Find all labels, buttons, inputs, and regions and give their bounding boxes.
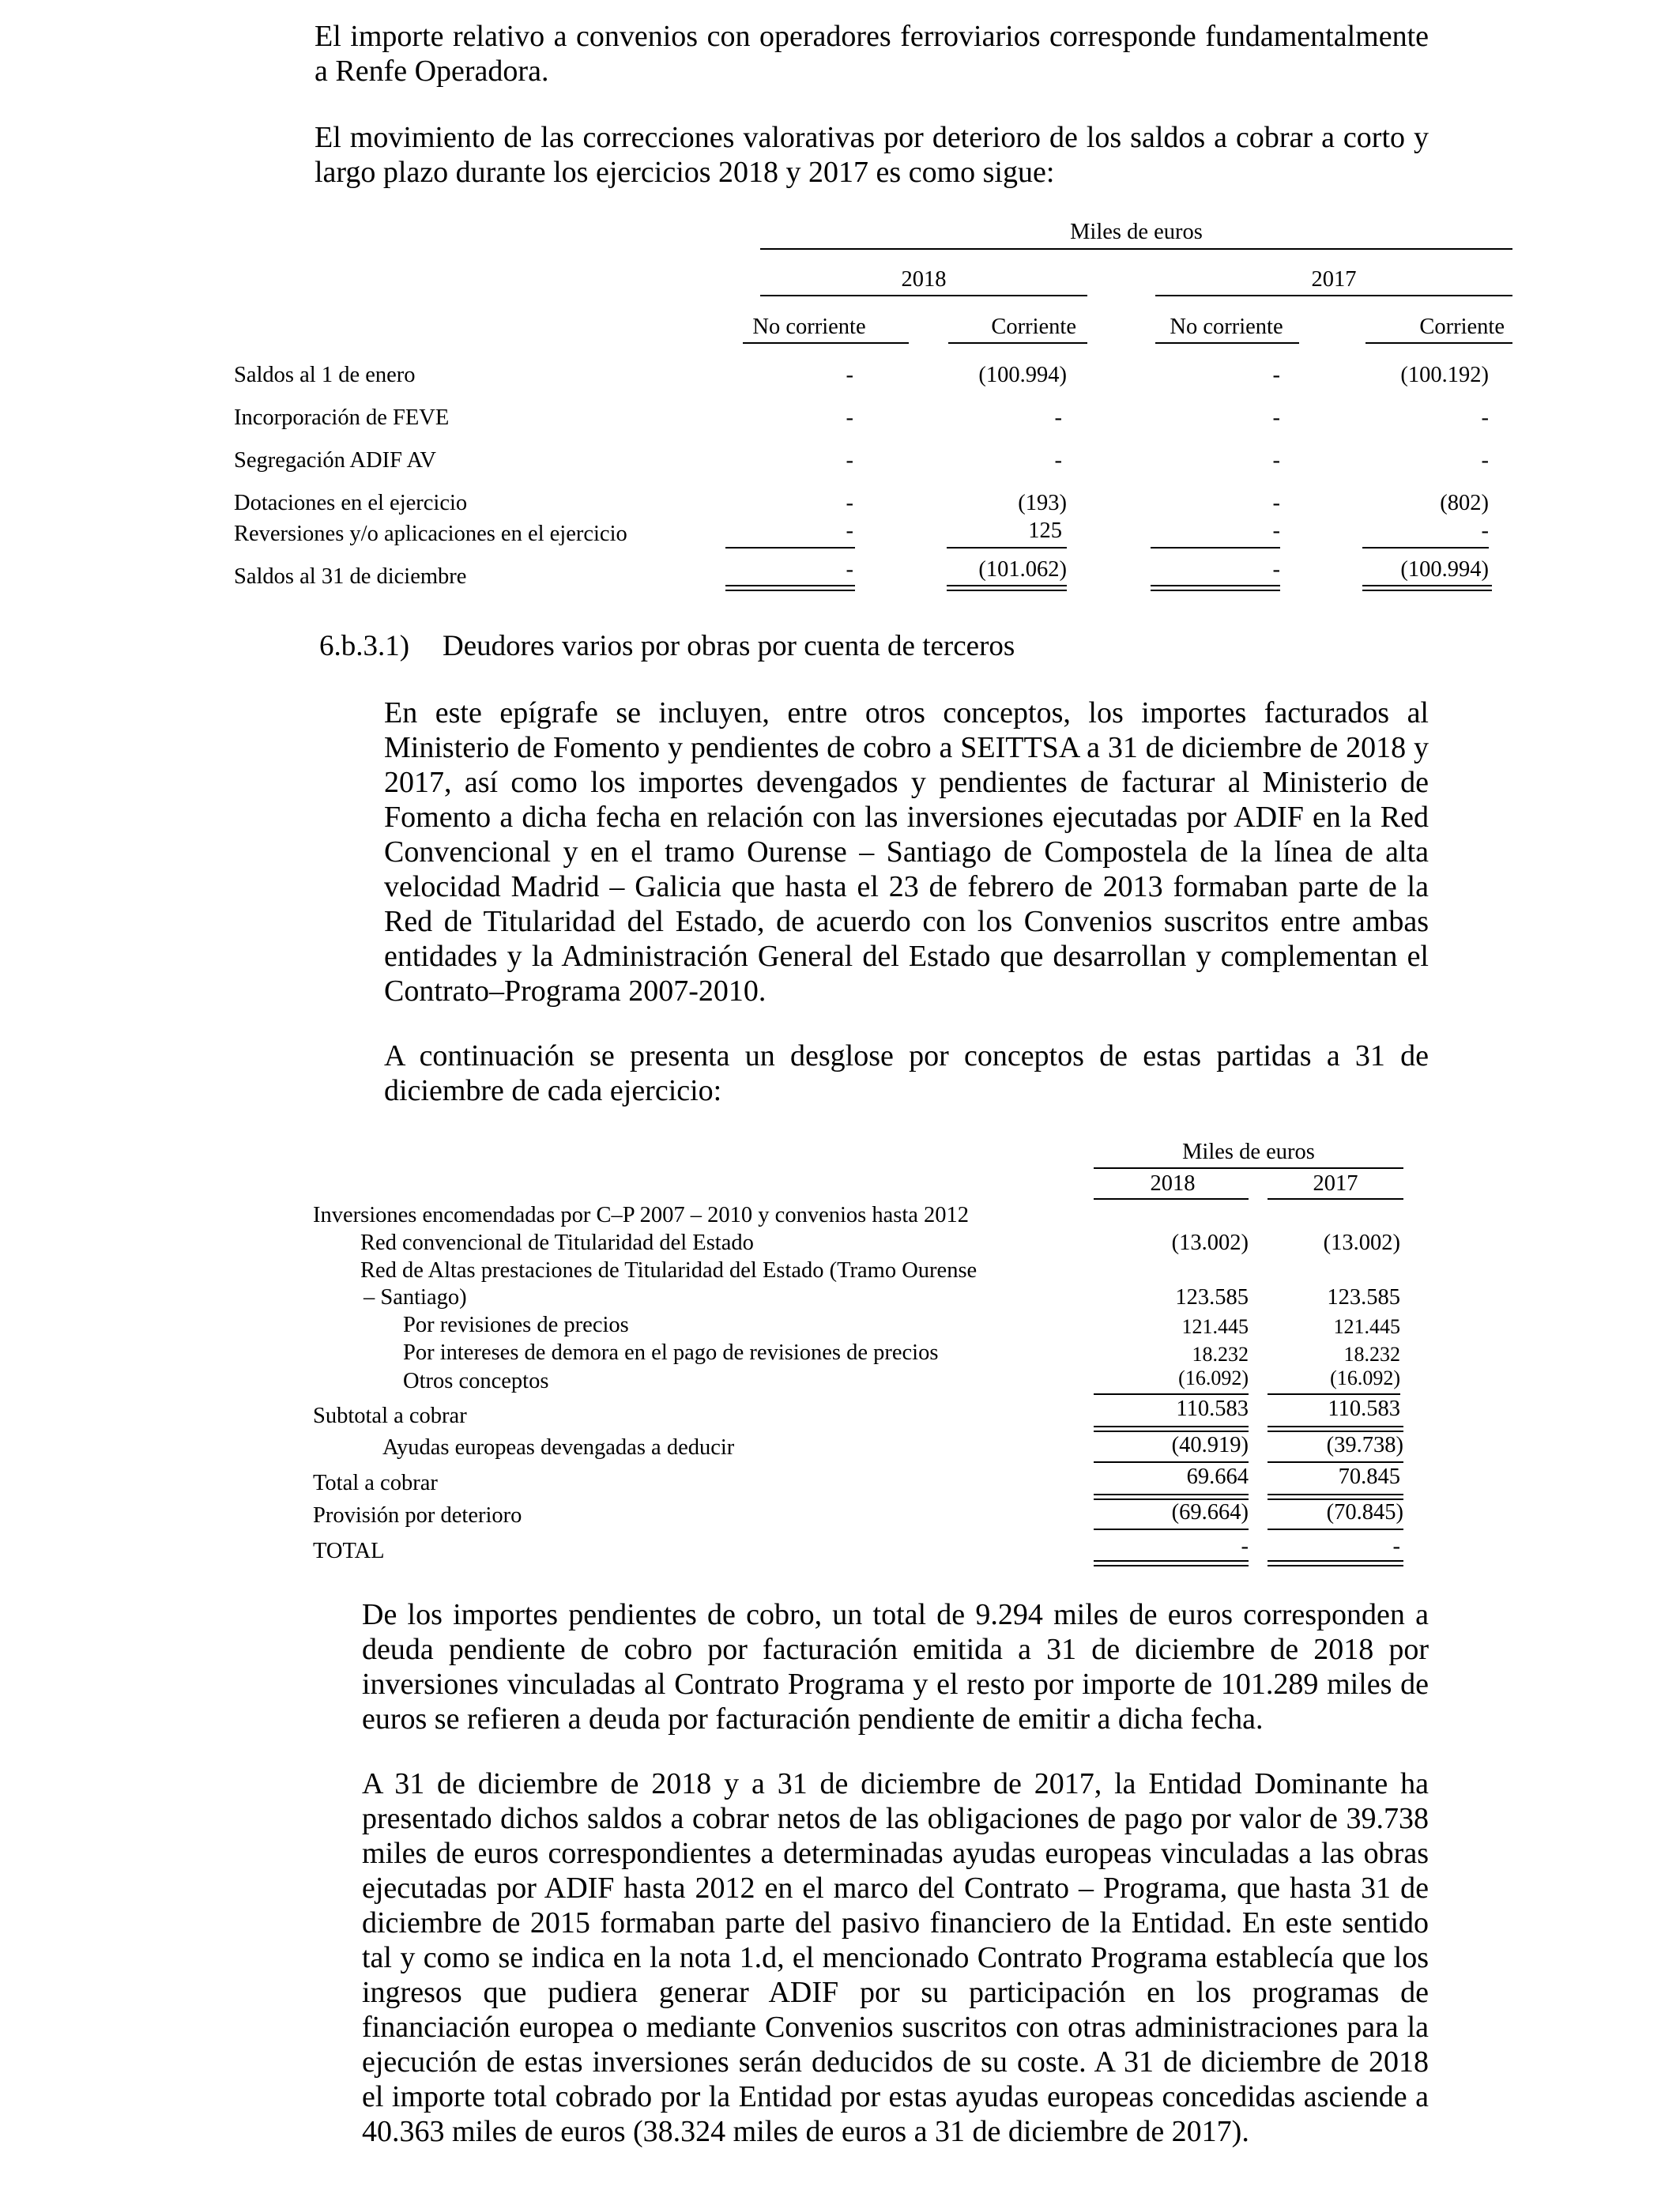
table1-row-label: Saldos al 31 de diciembre xyxy=(234,564,467,589)
table2-unit-header: Miles de euros xyxy=(1182,1140,1315,1164)
table1-cell: - xyxy=(1054,405,1062,430)
table1-cell: - xyxy=(1272,491,1280,515)
table1-col-no-corriente-2017: No corriente xyxy=(1170,315,1283,339)
table2-row-label: – Santiago) xyxy=(363,1285,467,1310)
table1-cell: - xyxy=(846,557,853,582)
table1-cell: - xyxy=(1272,518,1280,543)
table2-row-label: Inversiones encomendadas por C–P 2007 – 2010 y convenios hasta 2012 xyxy=(313,1203,970,1227)
closing-paragraph-1: De los importes pendientes de cobro, un total de 9.294 miles de euros corresponden a deuda pendiente de cobro por facturación emitida a 31 de diciembre de 2018 por inversiones vinculadas al Contrato Programa y el resto por importe de 101.289 miles de euros se refieren a deuda por facturación pendiente de emitir a dicha fecha. xyxy=(362,1598,1429,1736)
table2-cell: (13.002) xyxy=(1323,1231,1400,1255)
table1-cell: - xyxy=(846,405,853,430)
table1-cell: - xyxy=(1272,363,1280,387)
table1-cell: (100.994) xyxy=(1400,557,1489,582)
table2-cell: (40.919) xyxy=(1171,1433,1249,1457)
table1-cell: - xyxy=(846,491,853,515)
table2-row-label: Red de Altas prestaciones de Titularidad del Estado (Tramo Ourense xyxy=(360,1258,977,1283)
table2-cell: 18.232 xyxy=(1343,1343,1400,1366)
table1-cell: - xyxy=(1272,405,1280,430)
table2-row-label: Por revisiones de precios xyxy=(403,1313,629,1337)
section-number: 6.b.3.1) xyxy=(319,630,410,662)
table1-row-label: Dotaciones en el ejercicio xyxy=(234,491,468,515)
table1-row-label: Saldos al 1 de enero xyxy=(234,363,416,387)
table1-col-corriente-2017: Corriente xyxy=(1419,315,1505,339)
table2-row-label: TOTAL xyxy=(313,1539,385,1563)
table2-row-label: Red convencional de Titularidad del Estado xyxy=(360,1231,754,1255)
table1-cell: - xyxy=(1272,448,1280,473)
table2-row-label: Otros conceptos xyxy=(403,1369,549,1393)
table1-unit-header: Miles de euros xyxy=(1070,220,1203,244)
table1-row-label: Segregación ADIF AV xyxy=(234,448,436,473)
table1-cell: (100.994) xyxy=(978,363,1067,387)
table2-cell: 110.583 xyxy=(1176,1397,1249,1421)
table2-cell: (39.738) xyxy=(1326,1433,1403,1457)
intro-paragraph-2: El movimiento de las correcciones valorativas por deterioro de los saldos a cobrar a corto y largo plazo durante los ejercicios 2018 y 2017 es como sigue: xyxy=(315,121,1429,189)
table2-year-2018: 2018 xyxy=(1150,1171,1196,1196)
table1-cell: - xyxy=(846,518,853,543)
table1-cell: - xyxy=(1481,405,1489,430)
table1-year-2018: 2018 xyxy=(901,267,947,292)
table1-cell: - xyxy=(1481,448,1489,473)
table1-row-label: Reversiones y/o aplicaciones en el ejercicio xyxy=(234,522,627,546)
table1-cell: - xyxy=(1054,448,1062,473)
table2-cell: - xyxy=(1392,1534,1400,1559)
table1-cell: (193) xyxy=(1018,491,1067,515)
section-paragraph-1: En este epígrafe se incluyen, entre otros conceptos, los importes facturados al Ministerio de Fomento y pendientes de cobro a SEITTSA a 31 de diciembre de 2018 y 2017, así como los importes devengados y pendientes de facturar al Ministerio de Fomento a dicha fecha en relación con las inversiones ejecutadas por ADIF en la Red Convencional y en el tramo Ourense – Santiago de Compostela de la línea de alta velocidad Madrid – Galicia que hasta el 23 de febrero de 2013 formaban parte de la Red de Titularidad del Estado, de acuerdo con los Convenios suscritos entre ambas entidades y la Administración General del Estado que desarrollan y complementan el Contrato–Programa 2007-2010. xyxy=(384,696,1429,1008)
table2-cell: - xyxy=(1241,1534,1249,1559)
table1-col-corriente-2018: Corriente xyxy=(991,315,1076,339)
table2-cell: 123.585 xyxy=(1327,1285,1400,1310)
closing-paragraph-2: A 31 de diciembre de 2018 y a 31 de diciembre de 2017, la Entidad Dominante ha presentado dichos saldos a cobrar netos de las obligaciones de pago por valor de 39.738 miles de euros correspondientes a determinadas ayudas europeas vinculadas a las obras ejecutadas por ADIF hasta 2012 en el marco del Contrato – Programa, que hasta 31 de diciembre de 2015 formaban parte del pasivo financiero de la Entidad. En este sentido tal y como se indica en la nota 1.d, el mencionado Contrato Programa establecía que los ingresos que pudiera generar ADIF por su participación en los programas de financiación europea o mediante Convenios suscritos con otras administraciones para la ejecución de estas inversiones serán deducidos de su coste. A 31 de diciembre de 2018 el importe total cobrado por la Entidad por estas ayudas europeas concedidas asciende a 40.363 miles de euros (38.324 miles de euros a 31 de diciembre de 2017). xyxy=(362,1767,1429,2148)
intro-paragraph-1: El importe relativo a convenios con operadores ferroviarios corresponde fundamentalmente a Renfe Operadora. xyxy=(315,20,1429,88)
table2-row-label: Provisión por deterioro xyxy=(313,1503,522,1528)
section-title: Deudores varios por obras por cuenta de terceros xyxy=(443,630,1015,662)
table2-row-label: Total a cobrar xyxy=(313,1471,438,1495)
table2-cell: 121.445 xyxy=(1181,1315,1249,1338)
table1-cell: 125 xyxy=(1028,518,1062,543)
table1-cell: (100.192) xyxy=(1400,363,1489,387)
table2-cell: 69.664 xyxy=(1186,1465,1249,1489)
table1-cell: (802) xyxy=(1440,491,1489,515)
table1-cell: - xyxy=(1272,557,1280,582)
table2-cell: (69.664) xyxy=(1171,1500,1249,1525)
table2-cell: (16.092) xyxy=(1178,1367,1249,1389)
table2-cell: 70.845 xyxy=(1338,1465,1400,1489)
table1-cell: (101.062) xyxy=(978,557,1067,582)
table1-year-2017: 2017 xyxy=(1311,267,1357,292)
table1-col-no-corriente-2018: No corriente xyxy=(752,315,866,339)
table1-cell: - xyxy=(846,363,853,387)
table2-cell: 110.583 xyxy=(1328,1397,1400,1421)
table1-cell: - xyxy=(1481,518,1489,543)
table2-cell: (13.002) xyxy=(1171,1231,1249,1255)
table2-cell: (70.845) xyxy=(1326,1500,1403,1525)
table2-cell: 123.585 xyxy=(1175,1285,1249,1310)
table2-row-label: Por intereses de demora en el pago de revisiones de precios xyxy=(403,1340,939,1365)
table2-year-2017: 2017 xyxy=(1313,1171,1358,1196)
table1-cell: - xyxy=(846,448,853,473)
table2-row-label: Ayudas europeas devengadas a deducir xyxy=(382,1435,735,1460)
table2-cell: (16.092) xyxy=(1330,1367,1400,1389)
table1-row-label: Incorporación de FEVE xyxy=(234,405,450,430)
table2-row-label: Subtotal a cobrar xyxy=(313,1404,467,1428)
section-paragraph-2: A continuación se presenta un desglose por conceptos de estas partidas a 31 de diciembre de cada ejercicio: xyxy=(384,1039,1429,1107)
table2-cell: 121.445 xyxy=(1333,1315,1400,1338)
table2-cell: 18.232 xyxy=(1192,1343,1249,1366)
